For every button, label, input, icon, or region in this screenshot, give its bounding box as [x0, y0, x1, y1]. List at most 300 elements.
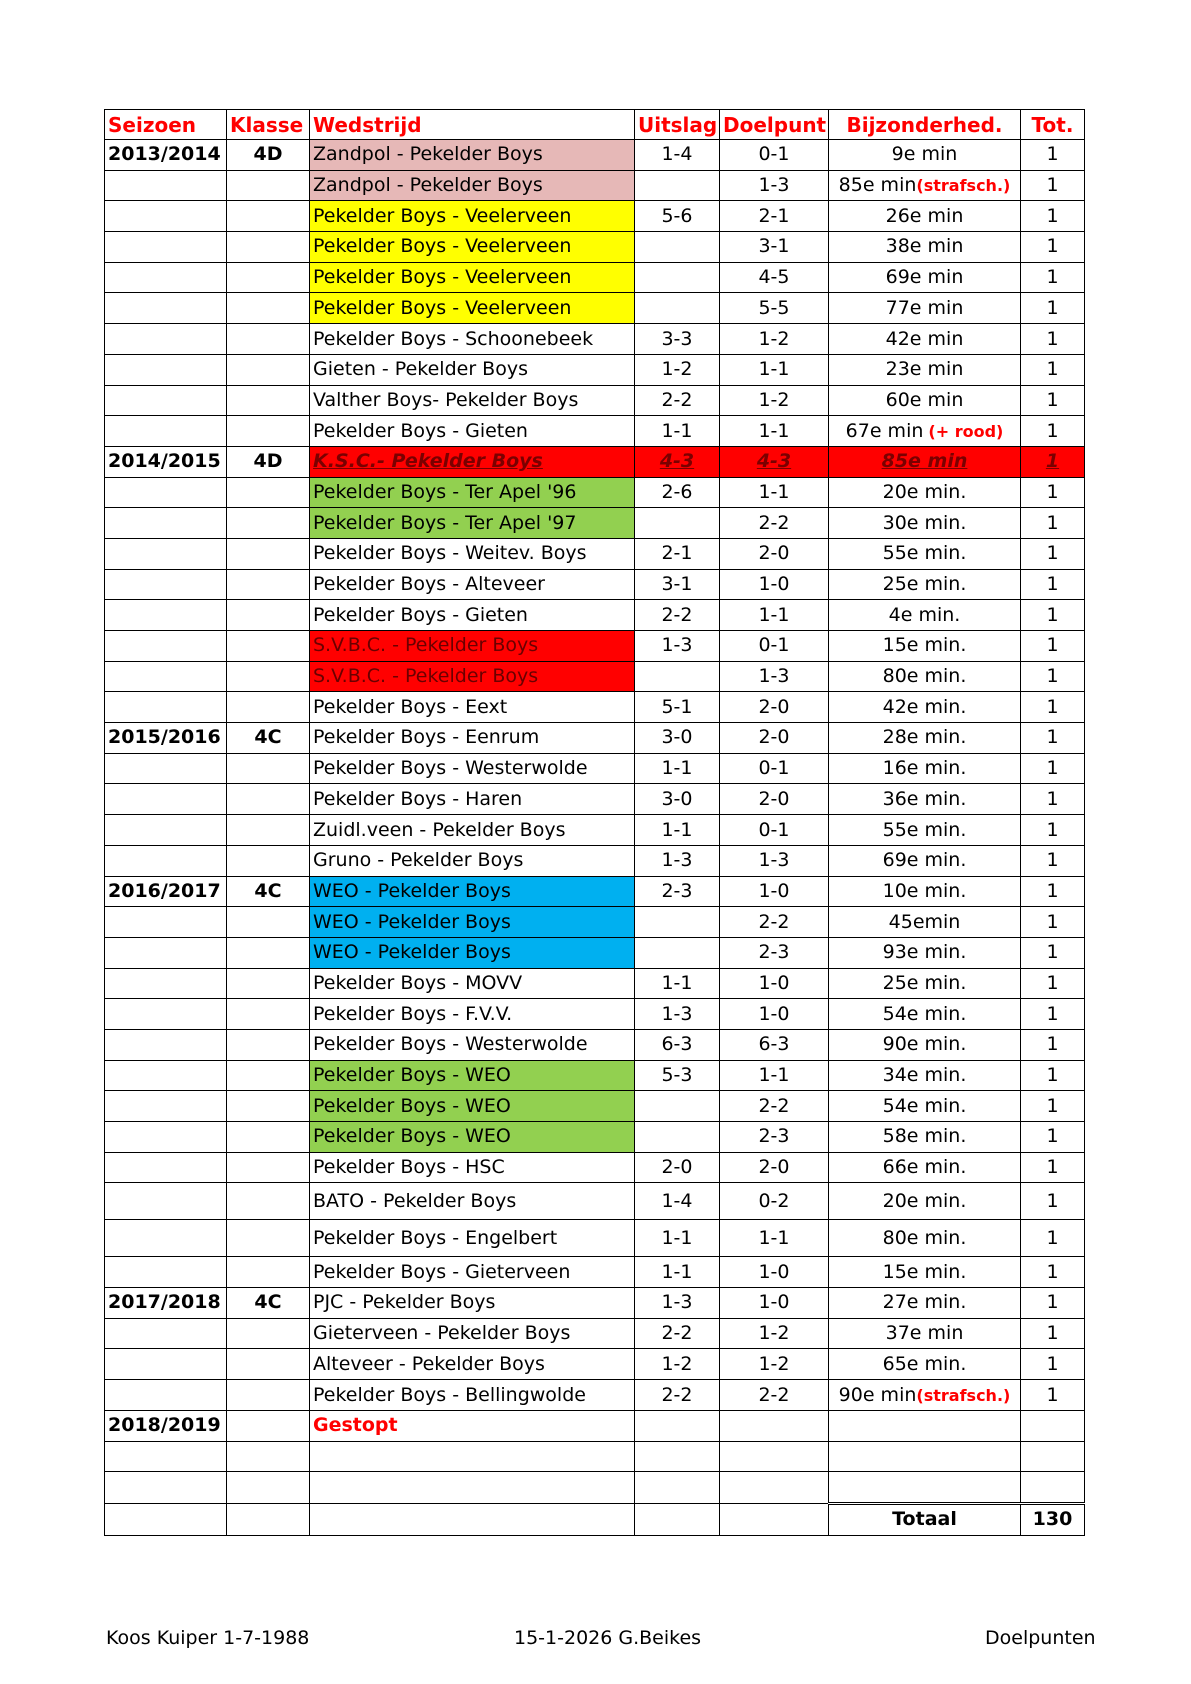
table-row: [105, 1257, 1085, 1288]
cell-seizoen: [105, 385, 227, 416]
table-row: [105, 1472, 1085, 1504]
cell-doelpunt: 1-3: [720, 170, 829, 201]
cell-tot: [1021, 1410, 1085, 1441]
cell-wedstrijd: WEO - Pekelder Boys: [310, 937, 635, 968]
cell-wedstrijd: Pekelder Boys - WEO: [310, 1091, 635, 1122]
cell-wedstrijd: Pekelder Boys - Gieterveen: [310, 1257, 635, 1288]
table-row: [105, 845, 1085, 876]
cell-uitslag: 3-1: [635, 569, 720, 600]
cell-bijzonderheden: [829, 232, 1021, 263]
cell-tot: 1: [1021, 631, 1085, 662]
cell-tot: 1: [1021, 907, 1085, 938]
cell-wedstrijd: Gestopt: [310, 1410, 635, 1441]
cell-wedstrijd: Pekelder Boys - Veelerveen: [310, 201, 635, 232]
header-seizoen: Seizoen: [105, 110, 227, 140]
cell-bijzonderheden: [829, 140, 1021, 171]
cell-uitslag: 2-6: [635, 477, 720, 508]
table-row: [105, 600, 1085, 631]
cell-doelpunt: 2-0: [720, 1152, 829, 1183]
table-row: [105, 1152, 1085, 1183]
cell-doelpunt: 4-5: [720, 262, 829, 293]
cell-seizoen: [105, 232, 227, 263]
cell-uitslag: 1-3: [635, 631, 720, 662]
cell-wedstrijd: Pekelder Boys - Ter Apel '96: [310, 477, 635, 508]
cell-seizoen: [105, 1441, 227, 1472]
cell-seizoen: [105, 1152, 227, 1183]
cell-wedstrijd: Pekelder Boys - WEO: [310, 1122, 635, 1153]
cell-doelpunt: 2-3: [720, 1122, 829, 1153]
cell-seizoen: [105, 631, 227, 662]
cell-doelpunt: 0-1: [720, 140, 829, 171]
cell-seizoen: [105, 1257, 227, 1288]
cell-bijzonderheden: [829, 876, 1021, 907]
cell-bijzonderheden: [829, 1091, 1021, 1122]
cell-wedstrijd: Pekelder Boys - Engelbert: [310, 1220, 635, 1257]
cell-doelpunt: 2-0: [720, 723, 829, 754]
table-row: [105, 1060, 1085, 1091]
cell-bijzonderheden: [829, 1183, 1021, 1220]
bijzonderheid-text: 25e min.: [882, 971, 967, 994]
cell-seizoen: [105, 569, 227, 600]
cell-uitslag: 3-3: [635, 324, 720, 355]
bijzonderheid-text: 90e min.: [882, 1033, 967, 1056]
bijzonderheid-text: 30e min.: [882, 511, 967, 534]
bijzonderheid-text: 27e min.: [882, 1291, 967, 1314]
cell-klasse: [227, 508, 310, 539]
cell-klasse: [227, 661, 310, 692]
table-row: [105, 1288, 1085, 1319]
cell-doelpunt: 1-0: [720, 1257, 829, 1288]
table-row: [105, 354, 1085, 385]
footer-date-author: 15-1-2026 G.Beikes: [514, 1627, 702, 1649]
table-row: [105, 569, 1085, 600]
cell-seizoen: [105, 416, 227, 447]
cell-klasse: [227, 815, 310, 846]
cell-wedstrijd: Pekelder Boys - Haren: [310, 784, 635, 815]
cell-doelpunt: 0-1: [720, 631, 829, 662]
cell-bijzonderheden: [829, 201, 1021, 232]
cell-doelpunt: 2-1: [720, 201, 829, 232]
cell-tot: 1: [1021, 262, 1085, 293]
cell-bijzonderheden: [829, 569, 1021, 600]
table-row: [105, 661, 1085, 692]
cell-bijzonderheden: [829, 1122, 1021, 1153]
cell-seizoen: [105, 538, 227, 569]
cell-bijzonderheden: [829, 1349, 1021, 1380]
cell-tot: 1: [1021, 170, 1085, 201]
cell-uitslag: [635, 661, 720, 692]
table-row: [105, 937, 1085, 968]
cell-uitslag: 2-2: [635, 600, 720, 631]
cell-klasse: [227, 324, 310, 355]
cell-bijzonderheden: [829, 815, 1021, 846]
cell-doelpunt: [720, 1472, 829, 1504]
header-wedstrijd: Wedstrijd: [310, 110, 635, 140]
cell-wedstrijd: Gruno - Pekelder Boys: [310, 845, 635, 876]
cell-wedstrijd: Zuidl.veen - Pekelder Boys: [310, 815, 635, 846]
header-doelpunt: Doelpunt: [720, 110, 829, 140]
cell-bijzonderheden: [829, 170, 1021, 201]
cell-wedstrijd: Pekelder Boys - Veelerveen: [310, 262, 635, 293]
cell-doelpunt: 1-2: [720, 385, 829, 416]
cell-tot: [1021, 1472, 1085, 1504]
cell-bijzonderheden: [829, 416, 1021, 447]
cell-wedstrijd: Pekelder Boys - Gieten: [310, 416, 635, 447]
cell-doelpunt: 1-0: [720, 999, 829, 1030]
cell-wedstrijd: S.V.B.C. - Pekelder Boys: [310, 631, 635, 662]
bijzonderheid-text: 45emin: [888, 910, 961, 933]
table-row: [105, 753, 1085, 784]
cell-bijzonderheden: [829, 1220, 1021, 1257]
cell-bijzonderheden: [829, 631, 1021, 662]
cell-seizoen: [105, 354, 227, 385]
cell-seizoen: [105, 753, 227, 784]
cell-wedstrijd: [310, 1441, 635, 1472]
cell-wedstrijd: Gieterveen - Pekelder Boys: [310, 1318, 635, 1349]
cell-doelpunt: 2-2: [720, 907, 829, 938]
cell-seizoen: [105, 661, 227, 692]
cell-klasse: [227, 1060, 310, 1091]
cell-wedstrijd: Alteveer - Pekelder Boys: [310, 1349, 635, 1380]
cell-klasse: [227, 631, 310, 662]
cell-doelpunt: 5-5: [720, 293, 829, 324]
cell-tot: 1: [1021, 1220, 1085, 1257]
bijzonderheid-text: 80e min.: [882, 665, 967, 688]
cell-uitslag: 3-0: [635, 784, 720, 815]
cell-doelpunt: 0-1: [720, 815, 829, 846]
cell-klasse: [227, 1257, 310, 1288]
cell-seizoen: [105, 937, 227, 968]
cell-doelpunt: 1-1: [720, 600, 829, 631]
cell-seizoen: 2017/2018: [105, 1288, 227, 1319]
cell-tot: 1: [1021, 1091, 1085, 1122]
cell-seizoen: [105, 815, 227, 846]
cell-tot: 1: [1021, 753, 1085, 784]
cell-klasse: [227, 262, 310, 293]
cell-seizoen: [105, 845, 227, 876]
cell-tot: 1: [1021, 723, 1085, 754]
bijzonderheid-note: (strafsch.): [916, 1385, 1011, 1405]
bijzonderheid-text: 85e min: [838, 174, 917, 197]
cell-uitslag: 1-3: [635, 999, 720, 1030]
cell-doelpunt: 1-0: [720, 569, 829, 600]
bijzonderheid-text: 42e min.: [882, 695, 967, 718]
cell-bijzonderheden: [829, 784, 1021, 815]
cell-doelpunt: 1-1: [720, 354, 829, 385]
cell-klasse: [227, 1183, 310, 1220]
cell-seizoen: [105, 324, 227, 355]
cell-bijzonderheden: [829, 477, 1021, 508]
cell-bijzonderheden: [829, 845, 1021, 876]
cell-tot: 1: [1021, 876, 1085, 907]
cell-tot: 1: [1021, 845, 1085, 876]
cell-uitslag: 1-1: [635, 968, 720, 999]
goals-body: [105, 140, 1085, 1504]
cell-bijzonderheden: [829, 538, 1021, 569]
cell-bijzonderheden: [829, 354, 1021, 385]
cell-wedstrijd: Pekelder Boys - Westerwolde: [310, 1029, 635, 1060]
cell-uitslag: [635, 1122, 720, 1153]
table-row: [105, 1318, 1085, 1349]
cell-klasse: [227, 385, 310, 416]
table-row: [105, 201, 1085, 232]
cell-doelpunt: 1-3: [720, 661, 829, 692]
cell-wedstrijd: Pekelder Boys - Weitev. Boys: [310, 538, 635, 569]
bijzonderheid-text: 58e min.: [882, 1125, 967, 1148]
cell-seizoen: 2014/2015: [105, 446, 227, 477]
cell-seizoen: [105, 1318, 227, 1349]
cell-tot: [1021, 1441, 1085, 1472]
cell-uitslag: 1-2: [635, 354, 720, 385]
cell-doelpunt: 4-3: [720, 446, 829, 477]
bijzonderheid-text: 85e min: [881, 450, 968, 473]
cell-doelpunt: 1-1: [720, 477, 829, 508]
cell-tot: 1: [1021, 1318, 1085, 1349]
cell-tot: 1: [1021, 1029, 1085, 1060]
table-row: [105, 968, 1085, 999]
cell-uitslag: [635, 1410, 720, 1441]
bijzonderheid-text: 67e min: [845, 419, 924, 442]
cell-seizoen: 2018/2019: [105, 1410, 227, 1441]
cell-seizoen: [105, 1122, 227, 1153]
cell-seizoen: [105, 1060, 227, 1091]
cell-doelpunt: 2-0: [720, 784, 829, 815]
cell-bijzonderheden: [829, 723, 1021, 754]
cell-seizoen: [105, 201, 227, 232]
cell-klasse: [227, 232, 310, 263]
cell-seizoen: [105, 784, 227, 815]
cell-bijzonderheden: [829, 1441, 1021, 1472]
table-row: [105, 1029, 1085, 1060]
cell-klasse: [227, 692, 310, 723]
cell-doelpunt: 1-0: [720, 876, 829, 907]
cell-klasse: [227, 477, 310, 508]
table-row: [105, 815, 1085, 846]
cell-wedstrijd: [310, 1472, 635, 1504]
cell-uitslag: 1-3: [635, 845, 720, 876]
table-row: [105, 293, 1085, 324]
bijzonderheid-text: 23e min: [885, 358, 964, 381]
footer-title: Doelpunten: [985, 1627, 1096, 1649]
cell-tot: 1: [1021, 1183, 1085, 1220]
cell-tot: 1: [1021, 937, 1085, 968]
cell-klasse: 4C: [227, 876, 310, 907]
cell-klasse: [227, 1220, 310, 1257]
cell-tot: 1: [1021, 968, 1085, 999]
cell-seizoen: [105, 477, 227, 508]
cell-doelpunt: 3-1: [720, 232, 829, 263]
cell-klasse: [227, 538, 310, 569]
cell-klasse: [227, 293, 310, 324]
cell-doelpunt: 1-2: [720, 324, 829, 355]
cell-bijzonderheden: [829, 508, 1021, 539]
total-empty-cell: [105, 1503, 227, 1535]
table-row: [105, 1091, 1085, 1122]
footer-player: Koos Kuiper 1-7-1988: [106, 1627, 310, 1649]
cell-uitslag: [635, 937, 720, 968]
cell-uitslag: 5-1: [635, 692, 720, 723]
cell-seizoen: [105, 1380, 227, 1411]
cell-tot: 1: [1021, 354, 1085, 385]
bijzonderheid-text: 10e min.: [882, 879, 967, 902]
bijzonderheid-text: 55e min.: [882, 542, 967, 565]
cell-doelpunt: 1-1: [720, 416, 829, 447]
cell-seizoen: [105, 1472, 227, 1504]
header-klasse: Klasse: [227, 110, 310, 140]
cell-seizoen: [105, 1091, 227, 1122]
cell-uitslag: 1-1: [635, 815, 720, 846]
cell-doelpunt: 2-2: [720, 1380, 829, 1411]
bijzonderheid-text: 55e min.: [882, 818, 967, 841]
bijzonderheid-text: 16e min.: [882, 757, 967, 780]
cell-seizoen: [105, 600, 227, 631]
cell-bijzonderheden: [829, 600, 1021, 631]
cell-tot: 1: [1021, 1152, 1085, 1183]
cell-doelpunt: 2-0: [720, 692, 829, 723]
table-row: [105, 1410, 1085, 1441]
bijzonderheid-text: 54e min.: [882, 1002, 967, 1025]
cell-wedstrijd: Pekelder Boys - WEO: [310, 1060, 635, 1091]
cell-klasse: 4C: [227, 723, 310, 754]
cell-seizoen: [105, 508, 227, 539]
bijzonderheid-note: (+ rood): [928, 421, 1004, 441]
cell-klasse: 4C: [227, 1288, 310, 1319]
cell-bijzonderheden: [829, 968, 1021, 999]
cell-wedstrijd: Valther Boys- Pekelder Boys: [310, 385, 635, 416]
cell-klasse: [227, 201, 310, 232]
cell-klasse: [227, 1410, 310, 1441]
cell-klasse: 4D: [227, 446, 310, 477]
cell-uitslag: 1-4: [635, 1183, 720, 1220]
table-row: [105, 232, 1085, 263]
cell-bijzonderheden: [829, 1060, 1021, 1091]
cell-uitslag: 2-2: [635, 1380, 720, 1411]
cell-tot: 1: [1021, 140, 1085, 171]
bijzonderheid-text: 25e min.: [882, 573, 967, 596]
table-row: [105, 416, 1085, 447]
cell-doelpunt: 1-2: [720, 1349, 829, 1380]
cell-klasse: [227, 416, 310, 447]
bijzonderheid-text: 28e min.: [882, 726, 967, 749]
cell-bijzonderheden: [829, 446, 1021, 477]
cell-uitslag: 1-3: [635, 1288, 720, 1319]
table-row: [105, 140, 1085, 171]
cell-uitslag: 1-1: [635, 753, 720, 784]
cell-tot: 1: [1021, 385, 1085, 416]
cell-uitslag: 2-1: [635, 538, 720, 569]
cell-tot: 1: [1021, 999, 1085, 1030]
cell-bijzonderheden: [829, 1380, 1021, 1411]
cell-wedstrijd: Pekelder Boys - Ter Apel '97: [310, 508, 635, 539]
cell-klasse: [227, 1152, 310, 1183]
cell-tot: 1: [1021, 1060, 1085, 1091]
cell-wedstrijd: Pekelder Boys - Bellingwolde: [310, 1380, 635, 1411]
cell-uitslag: 2-0: [635, 1152, 720, 1183]
cell-klasse: 4D: [227, 140, 310, 171]
total-empty-cell: [310, 1503, 635, 1535]
table-row: [105, 692, 1085, 723]
table-row: [105, 262, 1085, 293]
cell-uitslag: [635, 1091, 720, 1122]
cell-seizoen: [105, 1029, 227, 1060]
cell-wedstrijd: Gieten - Pekelder Boys: [310, 354, 635, 385]
cell-bijzonderheden: [829, 753, 1021, 784]
bijzonderheid-text: 65e min.: [882, 1352, 967, 1375]
cell-wedstrijd: Pekelder Boys - MOVV: [310, 968, 635, 999]
table-row: [105, 1122, 1085, 1153]
bijzonderheid-text: 34e min.: [882, 1064, 967, 1087]
bijzonderheid-text: 60e min: [885, 388, 964, 411]
table-row: [105, 538, 1085, 569]
cell-uitslag: 5-6: [635, 201, 720, 232]
cell-wedstrijd: Pekelder Boys - Westerwolde: [310, 753, 635, 784]
cell-tot: 1: [1021, 538, 1085, 569]
cell-bijzonderheden: [829, 293, 1021, 324]
bijzonderheid-text: 54e min.: [882, 1094, 967, 1117]
table-row: [105, 1220, 1085, 1257]
cell-wedstrijd: Pekelder Boys - Gieten: [310, 600, 635, 631]
cell-seizoen: [105, 1349, 227, 1380]
cell-klasse: [227, 968, 310, 999]
cell-doelpunt: 0-2: [720, 1183, 829, 1220]
cell-klasse: [227, 354, 310, 385]
cell-tot: 1: [1021, 477, 1085, 508]
cell-doelpunt: 6-3: [720, 1029, 829, 1060]
cell-wedstrijd: S.V.B.C. - Pekelder Boys: [310, 661, 635, 692]
cell-tot: 1: [1021, 416, 1085, 447]
cell-tot: 1: [1021, 569, 1085, 600]
cell-doelpunt: 2-2: [720, 508, 829, 539]
cell-seizoen: [105, 1183, 227, 1220]
bijzonderheid-text: 69e min: [885, 266, 964, 289]
cell-seizoen: [105, 293, 227, 324]
table-row: [105, 784, 1085, 815]
cell-tot: 1: [1021, 446, 1085, 477]
cell-bijzonderheden: [829, 661, 1021, 692]
bijzonderheid-text: 42e min: [885, 327, 964, 350]
cell-klasse: [227, 600, 310, 631]
cell-tot: 1: [1021, 232, 1085, 263]
cell-bijzonderheden: [829, 1472, 1021, 1504]
table-row: [105, 170, 1085, 201]
cell-doelpunt: 1-0: [720, 968, 829, 999]
cell-klasse: [227, 1441, 310, 1472]
cell-uitslag: 2-2: [635, 385, 720, 416]
table-row: [105, 324, 1085, 355]
cell-tot: 1: [1021, 692, 1085, 723]
header-uitslag: Uitslag: [635, 110, 720, 140]
cell-doelpunt: [720, 1441, 829, 1472]
cell-uitslag: 2-3: [635, 876, 720, 907]
bijzonderheid-text: 4e min.: [888, 603, 961, 626]
cell-doelpunt: 2-2: [720, 1091, 829, 1122]
cell-doelpunt: 1-0: [720, 1288, 829, 1319]
cell-wedstrijd: Pekelder Boys - Eext: [310, 692, 635, 723]
cell-tot: 1: [1021, 201, 1085, 232]
total-empty-cell: [720, 1503, 829, 1535]
cell-wedstrijd: WEO - Pekelder Boys: [310, 876, 635, 907]
bijzonderheid-text: 69e min.: [882, 849, 967, 872]
cell-uitslag: [635, 293, 720, 324]
cell-tot: 1: [1021, 600, 1085, 631]
table-row: [105, 477, 1085, 508]
cell-uitslag: 5-3: [635, 1060, 720, 1091]
header-row: [105, 110, 1085, 140]
cell-wedstrijd: Pekelder Boys - Eenrum: [310, 723, 635, 754]
cell-seizoen: 2013/2014: [105, 140, 227, 171]
cell-bijzonderheden: [829, 999, 1021, 1030]
cell-seizoen: 2015/2016: [105, 723, 227, 754]
